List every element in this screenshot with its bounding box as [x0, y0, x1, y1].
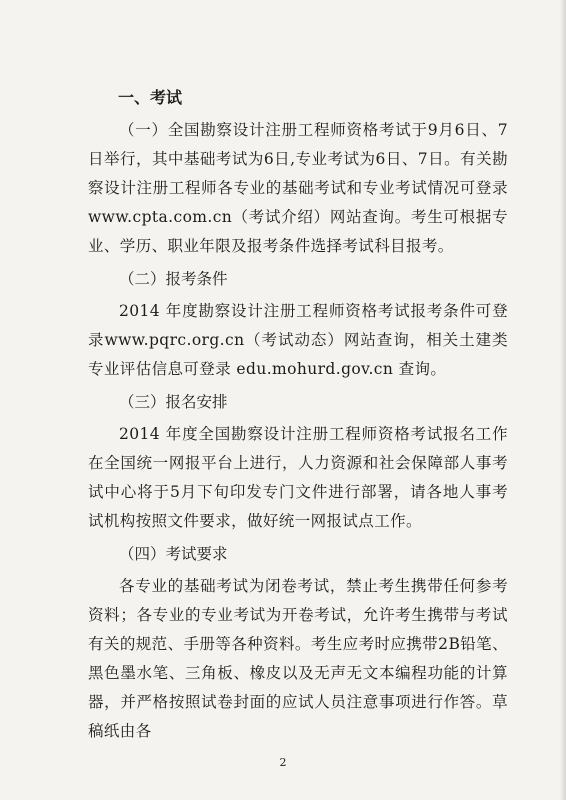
section-3-title: （三）报名安排 [119, 393, 228, 411]
page-edge-shadow [560, 0, 566, 800]
section-4-title: （四）考试要求 [119, 545, 228, 563]
page-number: 2 [279, 756, 287, 769]
section-4-paragraph: 各专业的基础考试为闭卷考试，禁止考生携带任何参考资料；各专业的专业考试为开卷考试，允许考生携带与考试有关的规范、手册等各种资料。考生应考时应携带2B铅笔、黑色墨水笔、三角板、橡皮以及无声无文本编程功能的计算器，并严格按照试卷封面的应试人员注意事项进行作答。草稿纸由各 [88, 577, 508, 740]
section-3-paragraph: 2014 年度全国勘察设计注册工程师资格考试报名工作在全国统一网报平台上进行，人力资源和社会保障部人事考试中心将于5月下旬印发专门文件进行部署，请各地人事考试机构按照文件要求，做好统一网报试点工作。 [88, 425, 508, 530]
section-heading: 一、考试 [118, 88, 183, 107]
section-1-paragraph: （一）全国勘察设计注册工程师资格考试于9月6日、7日举行，其中基础考试为6日,专业考试为6日、7日。有关勘察设计注册工程师各专业的基础考试和专业考试情况可登录www.cpta.com.cn（考试介绍）网站查询。考生可根据专业、学历、职业年限及报考条件选择考试科目报考。 [88, 121, 508, 255]
document-body [88, 80, 508, 746]
section-2-paragraph: 2014 年度勘察设计注册工程师资格考试报考条件可登录www.pqrc.org.cn（考试动态）网站查询，相关土建类专业评估信息可登录 edu.mohurd.gov.cn 查询。 [88, 302, 508, 378]
section-2-title: （二）报考条件 [119, 270, 228, 288]
